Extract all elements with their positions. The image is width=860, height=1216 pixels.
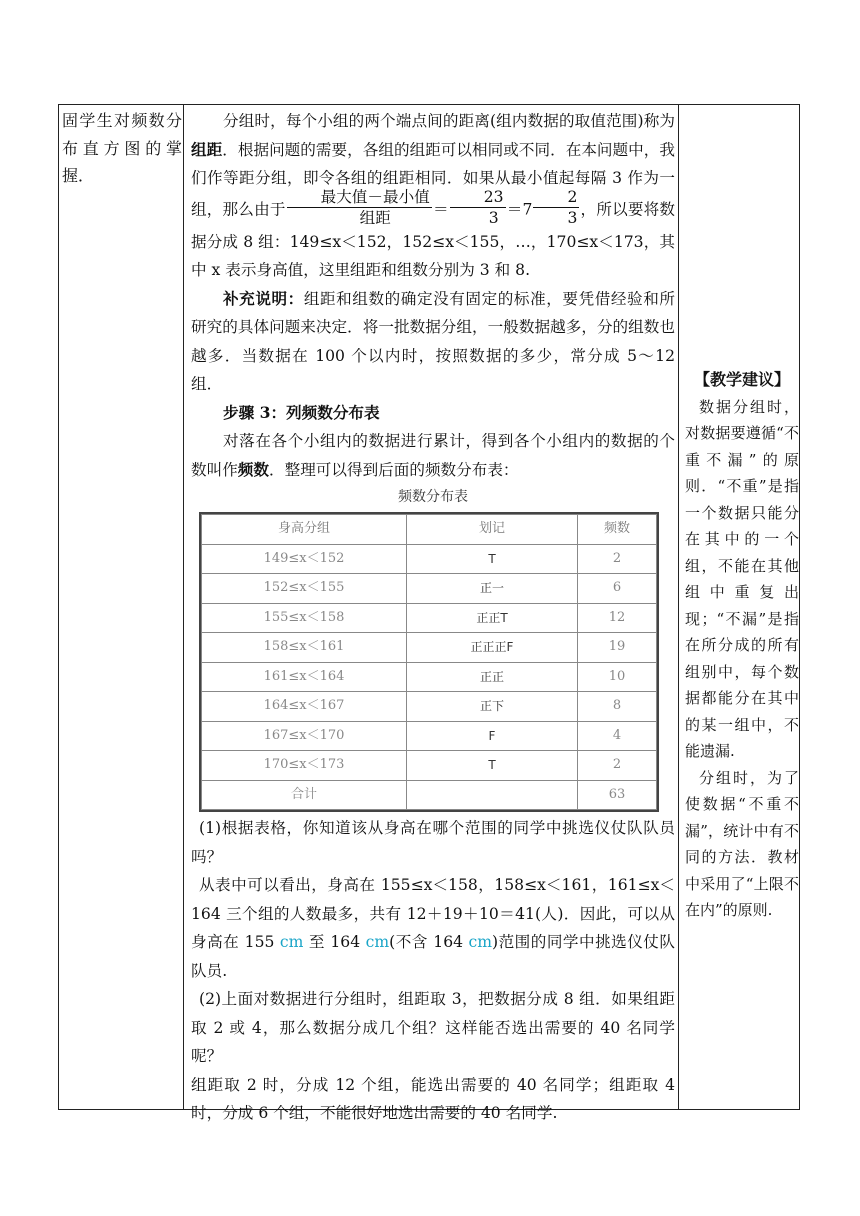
paragraph-group-width: 分组时，每个小组的两个端点间的距离(组内数据的取值范围)称为组距．根据问题的需要，各组的组距可以相同或不同．在本问题中，我们作等距分组，即令各组的组距相同．如果从最小值起每隔 3 作为一组，那么由于 $\frac{\text{最大值－最小值}}{\text{组距}}$ ＝ $\frac{23}{3}$ ＝7 $\frac{2}{3}$ ，所以要将数据分成 8 组：149≤x＜152，152≤x＜155，…，170≤x＜173，其中 x 表示身高值，这里组距和组数分别为 3 和 8. xyxy=(191,112,675,279)
answer-1: 从表中可以看出，身高在 155≤x＜158，158≤x＜161，161≤x＜164 三个组的人数最多，共有 12＋19＋10＝41(人)．因此，可以从身高在 155 cm 至 164 cm(不含 164 cm)范围的同学中挑选仪仗队队员. xyxy=(191,876,675,980)
left-column-text: 固学生对频数分布直方图的掌握． xyxy=(62,111,182,185)
header-tally: 划记 xyxy=(407,515,578,545)
table-header-row xyxy=(202,515,657,545)
question-1: (1)根据表格，你知道该从身高在哪个范围的同学中挑选仪仗队队员吗？ xyxy=(191,819,675,866)
note-label: 补充说明： xyxy=(223,288,304,308)
table-row: 161≤x＜164 正正 10 xyxy=(202,662,657,692)
table-row: 155≤x＜158 正正T 12 xyxy=(202,603,657,633)
text-run: ，所以要将数据分成 8 组：149≤x＜152，152≤x＜155，…，170≤x＜173，其中 x 表示身高值，这里组距和组数分别为 3 和 8. xyxy=(191,200,675,279)
teaching-suggestion-p1: 数据分组时，对数据要遵循“不重不漏”的原则．“不重”是指一个数据只能分在其中的一个组，不能在其他组中重复出现；“不漏”是指在所分成的所有组别中，每个数据都能分在其中的某一组中，不能遗漏. xyxy=(685,397,799,760)
frequency-table-frame xyxy=(199,512,659,812)
lesson-table xyxy=(58,104,800,1122)
teaching-suggestion-heading: 【教学建议】 xyxy=(693,370,790,389)
column-divider-2 xyxy=(678,105,679,1109)
frequency-table-title: 频数分布表 xyxy=(398,489,468,505)
note-text: 组距和组数的确定没有固定的标准，要凭借经验和所研究的具体问题来决定．将一批数据分组，一般数据越多，分的组数也越多．当数据在 100 个以内时，按照数据的多少，常分成 5～12 组． xyxy=(191,289,675,393)
question-2: (2)上面对数据进行分组时，组距取 3，把数据分成 8 组．如果组距取 2 或 4，那么数据分成几个组？这样能否选出需要的 40 名同学呢？ xyxy=(191,990,675,1065)
header-frequency: 频数 xyxy=(578,515,657,545)
answer-2: 组距取 2 时，分成 12 个组，能选出需要的 40 名同学；组距取 4 时，分成 6 个组，不能很好地选出需要的 40 名同学. xyxy=(191,1075,675,1122)
unit-cm: cm xyxy=(279,933,304,951)
header-height-group: 身高分组 xyxy=(202,515,407,545)
step3-heading: 步骤 3：列频数分布表 xyxy=(223,402,380,422)
left-column xyxy=(60,107,182,190)
unit-cm: cm xyxy=(365,933,390,951)
fraction-2-3: $\frac{2}{3}$ xyxy=(533,187,579,228)
text-run: ．根据问题的需要，各组的组距可以相同或不同．在本问题中，我们作等距分组，即令各组的组距相同．如果从最小值起每隔 3 作为一组，那么由于 xyxy=(191,140,675,218)
unit-cm: cm xyxy=(468,933,493,951)
fraction-range-over-width: $\frac{\text{最大值－最小值}}{\text{组距}}$ xyxy=(287,187,432,228)
term-frequency: 频数 xyxy=(237,459,269,479)
term-group-width: 组距 xyxy=(191,139,223,159)
table-row: 149≤x＜152 T 2 xyxy=(202,544,657,574)
text-run: 分组时，每个小组的两个端点间的距离(组内数据的取值范围)称为 xyxy=(223,112,675,130)
right-column xyxy=(685,367,799,924)
paragraph-frequency: 对落在各个小组内的数据进行累计，得到各个小组内的数据的个数叫作频数．整理可以得到后面的频数分布表： xyxy=(191,432,675,479)
table-row: 158≤x＜161 正正正F 19 xyxy=(202,633,657,663)
table-row: 152≤x＜155 正一 6 xyxy=(202,574,657,604)
main-column xyxy=(191,107,675,1128)
column-divider-1 xyxy=(183,105,184,1109)
table-row: 167≤x＜170 F 4 xyxy=(202,721,657,751)
table-row: 164≤x＜167 正下 8 xyxy=(202,692,657,722)
fraction-23-3: $\frac{23}{3}$ xyxy=(450,187,506,228)
supplementary-note xyxy=(191,285,675,399)
teaching-suggestion-p2: 分组时，为了使数据“不重不漏”，统计中有不同的方法．教材中采用了“上限不在内”的原则. xyxy=(685,768,799,919)
table-total-row: 合计 63 xyxy=(202,780,657,810)
table-row: 170≤x＜173 T 2 xyxy=(202,751,657,781)
frequency-table xyxy=(201,514,657,810)
